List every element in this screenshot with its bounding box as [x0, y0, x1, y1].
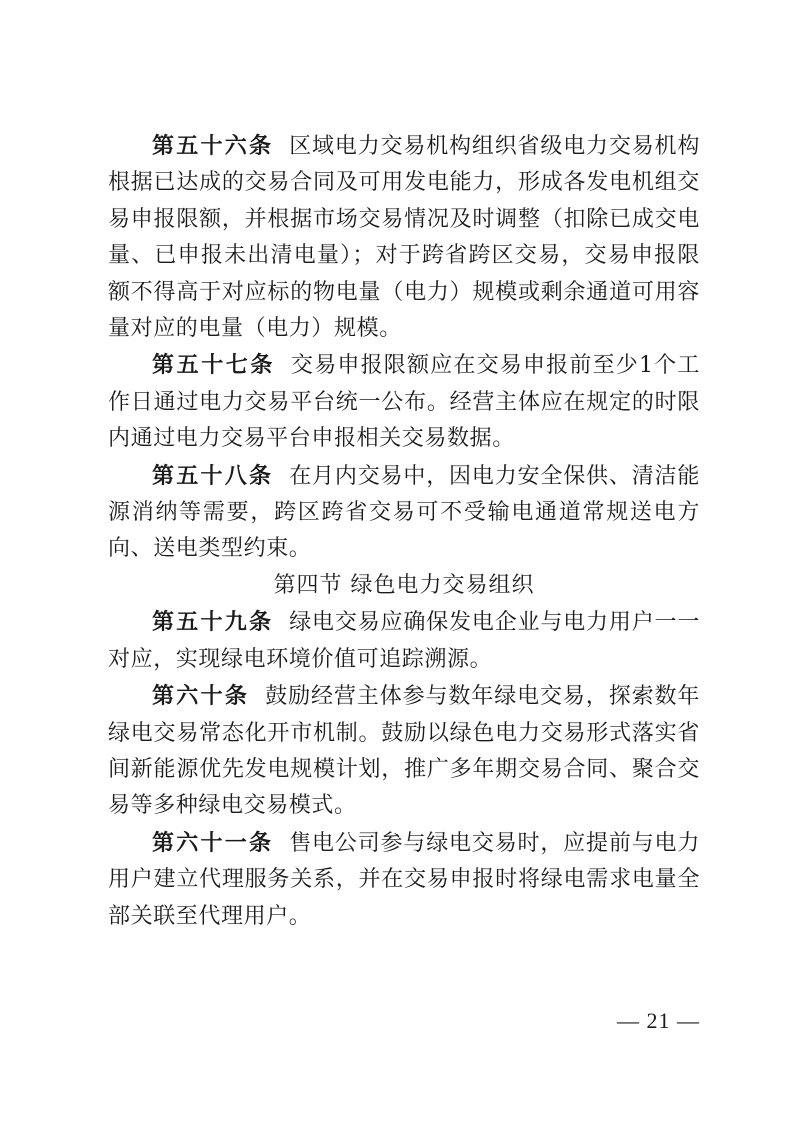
article-61 — [108, 825, 700, 935]
article-text: 售电公司参与绿电交易时，应提前与电力用户建立代理服务关系，并在交易申报时将绿电需求电量全部关联至代理用户。 — [108, 830, 700, 929]
article-text: 区域电力交易机构组织省级电力交易机构根据已达成的交易合同及可用发电能力，形成各发电机组交易申报限额，并根据市场交易情况及时调整（扣除已成交电量、已申报未出清电量）；对于跨省跨区交易，交易申报限额不得高于对应标的物电量（电力）规模或剩余通道可用容量对应的电量（电力）规模。 — [108, 134, 700, 342]
article-text: 在月内交易中，因电力安全保供、清洁能源消纳等需要，跨区跨省交易可不受输电通道常规送电方向、送电类型约束。 — [108, 463, 700, 562]
article-number: 第五十六条 — [152, 133, 274, 159]
article-59 — [108, 604, 700, 678]
section-title: 第四节 绿色电力交易组织 — [273, 572, 535, 598]
article-56 — [108, 128, 700, 347]
article-57 — [108, 347, 700, 457]
page-number: — 21 — — [617, 1008, 700, 1033]
article-text: 鼓励经营主体参与数年绿电交易，探索数年绿电交易常态化开市机制。鼓励以绿色电力交易形式落实省间新能源优先发电规模计划，推广多年期交易合同、聚合交易等多种绿电交易模式。 — [108, 684, 700, 819]
article-number: 第五十九条 — [152, 609, 274, 636]
article-number: 第六十一条 — [152, 829, 274, 856]
article-text: 交易申报限额应在交易申报前至少1个工作日通过电力交易平台统一公布。经营主体应在规定的时限内通过电力交易平台申报相关交易数据。 — [108, 353, 700, 452]
article-58 — [108, 458, 700, 568]
article-number: 第五十七条 — [152, 352, 275, 379]
article-number: 第六十条 — [152, 683, 250, 710]
document-body — [108, 128, 700, 935]
article-number: 第五十八条 — [152, 462, 274, 489]
article-60 — [108, 678, 700, 825]
article-text: 绿电交易应确保发电企业与电力用户一一对应，实现绿电环境价值可追踪溯源。 — [108, 610, 700, 672]
